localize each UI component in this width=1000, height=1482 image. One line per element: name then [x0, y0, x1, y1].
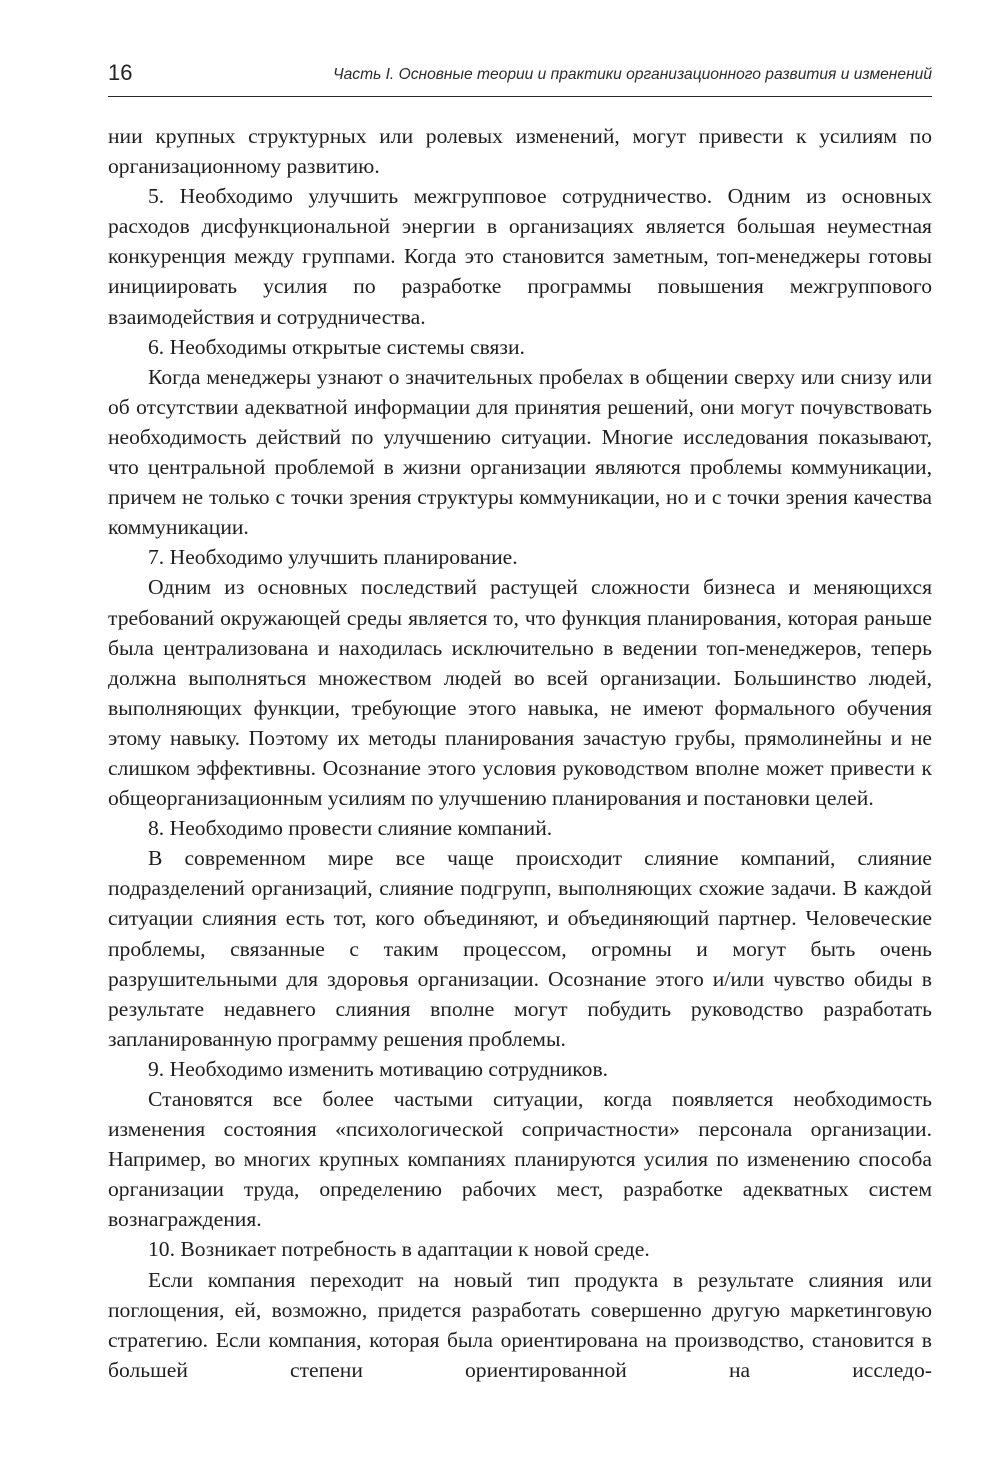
paragraph: Если компания переходит на новый тип продукта в результате слияния или поглощения, ей, возможно, придется разработать совершенно другую маркетинговую стратегию. Если компания, которая была ориентирована на производство, становится в большей степени ориентированной на исследо-: [108, 1267, 932, 1382]
paragraph: Становятся все более частыми ситуации, когда появляется необходимость изменения состояния «психологической сопричастности» персонала организации. Например, во многих крупных компаниях планируются усилия по изменению способа организации труда, определению рабочих мест, разработке адекватных систем вознаграждения.: [108, 1087, 932, 1232]
body-text: [108, 121, 932, 1385]
page-number: 16: [108, 60, 133, 85]
running-title: Часть I. Основные теории и практики организационного развития и изменений: [333, 66, 932, 83]
paragraph: Одним из основных последствий растущей сложности бизнеса и меняющихся требований окружающей среды является то, что функция планирования, которая раньше была централизована и находилась исключительно в ведении топ-менеджеров, теперь должна выполняться множеством людей во всей организации. Большинство людей, выполняющих функции, требующие этого навыка, не имеют формального обучения этому навыку. Поэтому их методы планирования зачастую грубы, прямолинейны и не слишком эффективны. Осознание этого условия руководством вполне может привести к общеорганизационным усилиям по улучшению планирования и постановки целей.: [108, 575, 932, 811]
list-item-5: 5. Необходимо улучшить межгрупповое сотрудничество. Одним из основных расходов дисфункциональной энергии в организациях является большая неуместная конкуренция между группами. Когда это становится заметным, топ-менеджеры готовы инициировать усилия по разработке программы повышения межгруппового взаимодействия и сотрудничества.: [108, 184, 932, 329]
list-item-8: 8. Необходимо провести слияние компаний.: [148, 816, 553, 841]
list-item-7: 7. Необходимо улучшить планирование.: [148, 545, 518, 570]
paragraph: Когда менеджеры узнают о значительных пробелах в общении сверху или снизу или об отсутствии адекватной информации для принятия решений, они могут почувствовать необходимость действий по улучшению ситуации. Многие исследования показывают, что центральной проблемой в жизни организации являются проблемы коммуникации, причем не только с точки зрения структуры коммуникации, но и с точки зрения качества коммуникации.: [108, 364, 932, 540]
paragraph: В современном мире все чаще происходит слияние компаний, слияние подразделений организаций, слияние подгрупп, выполняющих схожие задачи. В каждой ситуации слияния есть тот, кого объединяют, и объединяющий партнер. Человеческие проблемы, связанные с таким процессом, огромны и могут быть очень разрушительными для здоровья организации. Осознание этого и/или чувство обиды в результате недавнего слияния вполне могут побудить руководство разработать запланированную программу решения проблемы.: [108, 846, 932, 1051]
list-item-10: 10. Возникает потребность в адаптации к новой среде.: [148, 1237, 650, 1262]
page-header: [108, 54, 932, 97]
list-item-9: 9. Необходимо изменить мотивацию сотрудников.: [148, 1056, 609, 1081]
list-item-6: 6. Необходимы открытые системы связи.: [148, 334, 525, 359]
paragraph-continuation: нии крупных структурных или ролевых изменений, могут привести к усилиям по организационному развитию.: [108, 124, 932, 179]
